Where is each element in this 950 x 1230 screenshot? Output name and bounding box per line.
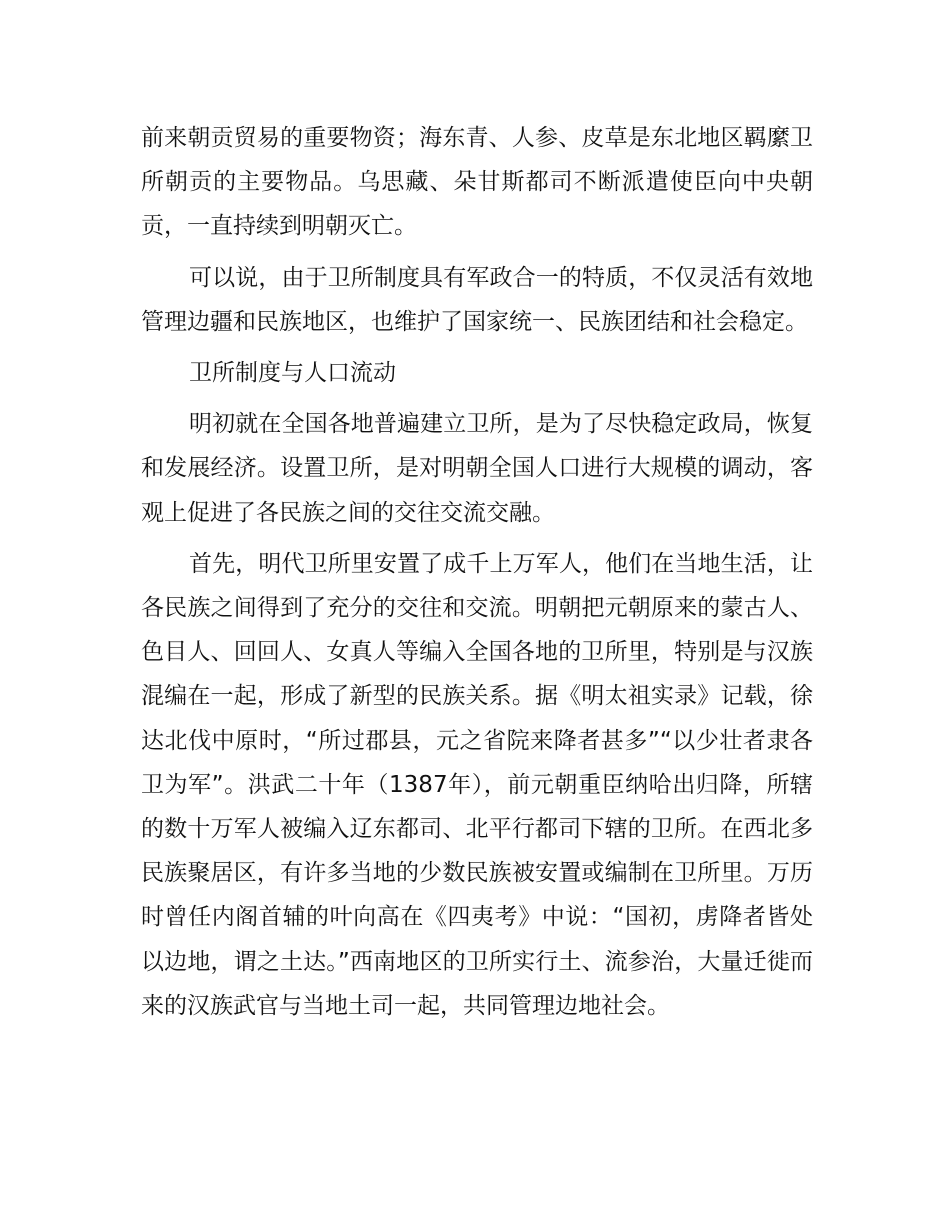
section-heading: 卫所制度与人口流动 <box>189 360 396 387</box>
paragraph-early-ming: 明初就在全国各地普遍建立卫所，是为了尽快稳定政局，恢复和发展经济。设置卫所，是对明朝全国人口进行大规模的调动，客观上促进了各民族之间的交往交流交融。 <box>141 411 813 526</box>
paragraph-summary: 可以说，由于卫所制度具有军政合一的特质，不仅灵活有效地管理边疆和民族地区，也维护了国家统一、民族团结和社会稳定。 <box>141 264 813 335</box>
paragraph-tribute-goods: 前来朝贡贸易的重要物资；海东青、人参、皮草是东北地区羁縻卫所朝贡的主要物品。乌思藏、朵甘斯都司不断派遣使臣向中央朝贡，一直持续到明朝灭亡。 <box>141 125 813 240</box>
paragraph-first-point: 首先，明代卫所里安置了成千上万军人，他们在当地生活，让各民族之间得到了充分的交往和交流。明朝把元朝原来的蒙古人、色目人、回回人、女真人等编入全国各地的卫所里，特别是与汉族混编在一起，形成了新型的民族关系。据《明太祖实录》记载，徐达北伐中原时，“所过郡县，元之省院来降者甚多”“以少壮者隶各卫为军”。洪武二十年（1387年），前元朝重臣纳哈出归降，所辖的数十万军人被编入辽东都司、北平行都司下辖的卫所。在西北多民族聚居区，有许多当地的少数民族被安置或编制在卫所里。万历时曾任内阁首辅的叶向高在《四夷考》中说：“国初，虏降者皆处以边地，谓之土达。”西南地区的卫所实行土、流参治，大量迁徙而来的汉族武官与当地土司一起，共同管理边地社会。 <box>141 550 813 1019</box>
document-body <box>141 116 813 1035</box>
